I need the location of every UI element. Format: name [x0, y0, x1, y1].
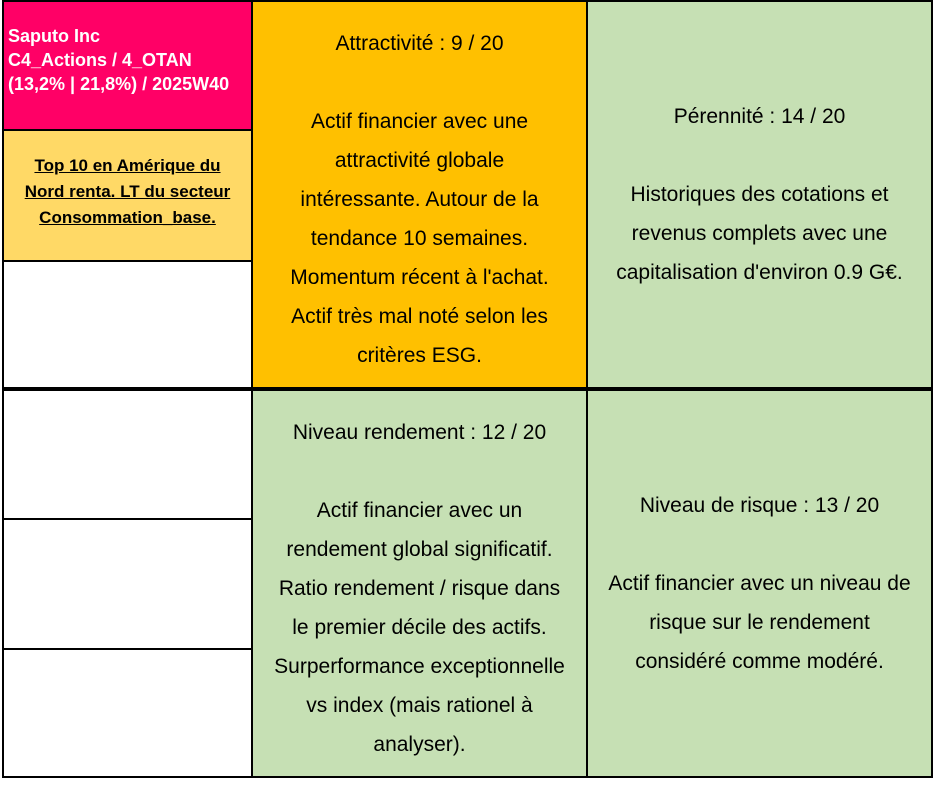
asset-title-cell [2, 0, 253, 131]
risque-line: Actif financier avec un niveau de [608, 572, 911, 595]
asset-performance: (13,2% | 21,8%) / 2025W40 [8, 74, 230, 94]
rendement-line: vs index (mais rationel à [306, 694, 533, 717]
rendement-line: Actif financier avec un [316, 499, 523, 522]
attractivite-cell [251, 0, 588, 389]
top10-line-1: Top 10 en Amérique du [34, 156, 221, 175]
attractivite-heading: Attractivité : 9 / 20 [335, 32, 504, 55]
rendement-line: analyser). [373, 733, 466, 756]
empty-cell [2, 648, 253, 778]
risque-heading: Niveau de risque : 13 / 20 [639, 494, 880, 517]
perennite-line: capitalisation d'environ 0.9 G€. [616, 261, 903, 284]
top10-line-3: Consommation_base. [39, 208, 216, 227]
attractivite-line: critères ESG. [357, 344, 482, 367]
empty-cell [2, 389, 253, 520]
rendement-line: le premier décile des actifs. [292, 616, 547, 639]
attractivite-line: Actif financier avec une [310, 110, 529, 133]
attractivite-line: attractivité globale [334, 149, 505, 172]
rendement-line: rendement global significatif. [286, 538, 553, 561]
perennite-line: revenus complets avec une [631, 222, 888, 245]
risque-line: risque sur le rendement [649, 611, 870, 634]
perennite-line: Historiques des cotations et [630, 183, 889, 206]
asset-category: C4_Actions / 4_OTAN [8, 50, 192, 70]
risque-cell [586, 389, 933, 778]
empty-cell [2, 260, 253, 389]
rendement-line: Surperformance exceptionnelle [274, 655, 565, 678]
attractivite-line: Momentum récent à l'achat. [290, 266, 549, 289]
rendement-heading: Niveau rendement : 12 / 20 [292, 421, 547, 444]
rendement-cell [251, 389, 588, 778]
top10-line-2: Nord renta. LT du secteur [24, 182, 231, 201]
perennite-heading: Pérennité : 14 / 20 [673, 105, 846, 128]
rendement-line: Ratio rendement / risque dans [278, 577, 561, 600]
attractivite-line: intéressante. Autour de la [300, 188, 539, 211]
risque-line: considéré comme modéré. [635, 650, 884, 673]
empty-cell [2, 518, 253, 650]
attractivite-line: Actif très mal noté selon les [291, 305, 548, 328]
perennite-cell [586, 0, 933, 389]
asset-name: Saputo Inc [8, 26, 101, 46]
attractivite-line: tendance 10 semaines. [310, 227, 529, 250]
top10-cell [2, 129, 253, 262]
